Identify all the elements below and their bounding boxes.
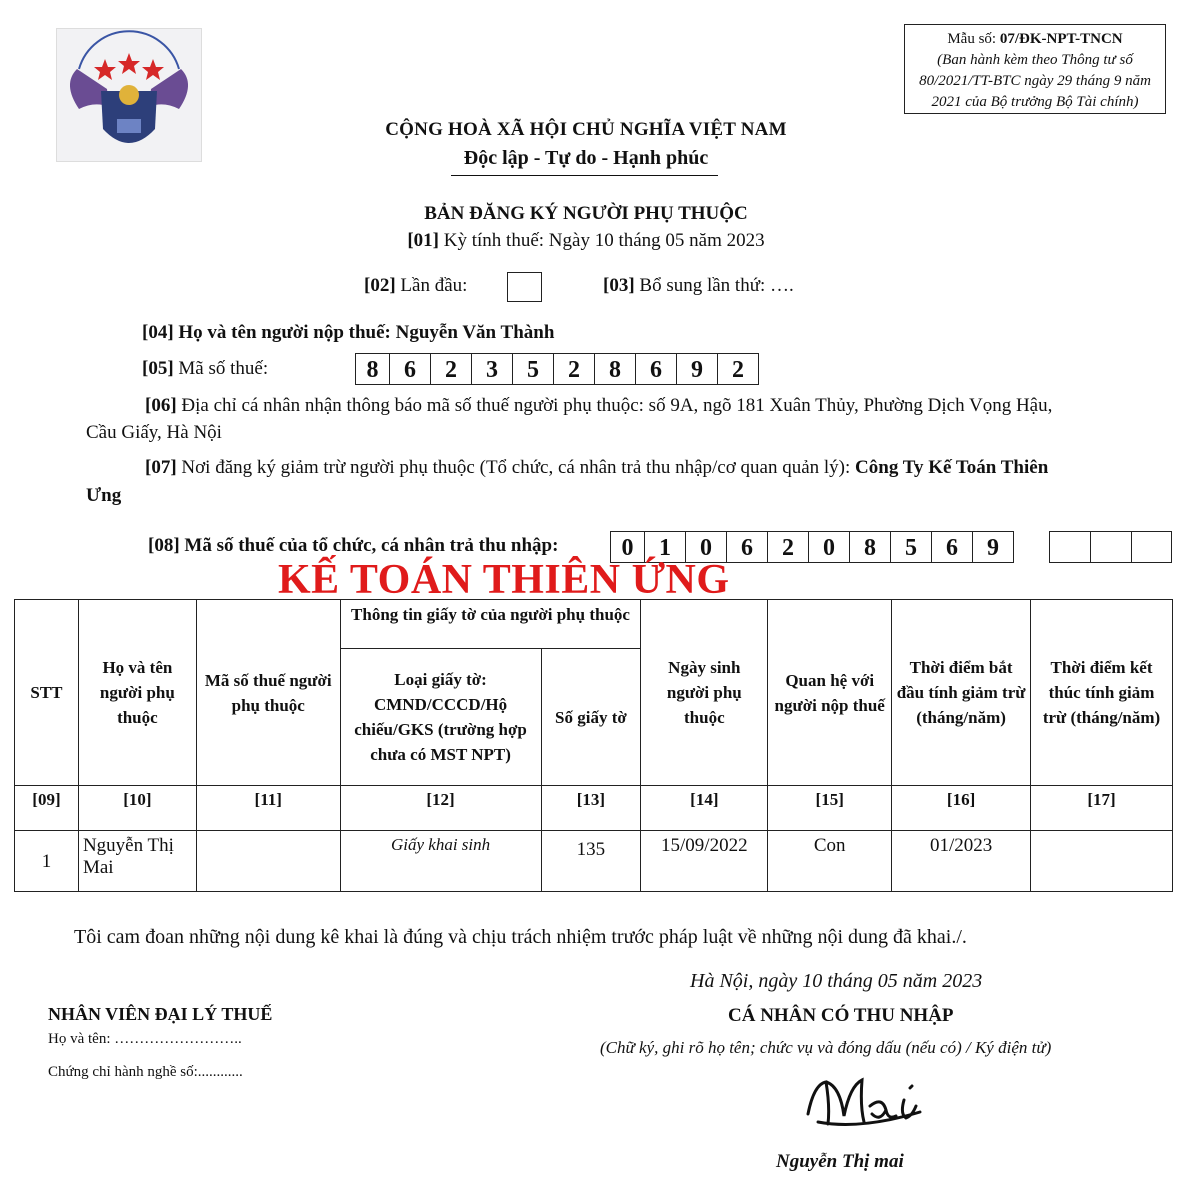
form-code-label: Mẫu số:	[947, 31, 1000, 47]
header-name: Họ và tên người phụ thuộc	[78, 600, 196, 786]
employer-digit: 8	[849, 531, 891, 563]
code-cell: [17]	[1031, 786, 1173, 831]
tax-code-code: [05]	[142, 358, 174, 379]
code-cell: [10]	[78, 786, 196, 831]
agent-title: NHÂN VIÊN ĐẠI LÝ THUẾ	[48, 1004, 273, 1024]
address-text: Địa chỉ cá nhân nhận thông báo mã số thuế người phụ thuộc: số 9A, ngõ 181 Xuân Thủy, Phường Dịch Vọng Hậu,	[176, 395, 1053, 416]
address-line	[145, 395, 1052, 417]
form-issue-note: (Ban hành kèm theo Thông tư số 80/2021/TT-BTC ngày 29 tháng 9 năm 2021 của Bộ trưởng Bộ Tài chính)	[919, 52, 1151, 110]
employer-digit: 9	[972, 531, 1014, 563]
tax-period	[0, 230, 1172, 252]
tax-digit: 2	[717, 353, 759, 385]
row-doc-no: 135	[541, 831, 641, 892]
employer-digit: 2	[767, 531, 809, 563]
tax-digit: 6	[389, 353, 431, 385]
company-logo	[56, 28, 202, 162]
tax-digit: 5	[512, 353, 554, 385]
address-line-2: Cầu Giấy, Hà Nội	[86, 422, 222, 443]
employer-digit: 5	[890, 531, 932, 563]
tax-code-digits	[356, 353, 759, 385]
employer-digit: 6	[931, 531, 973, 563]
employer-digit: 0	[610, 531, 645, 563]
header-start: Thời điểm bắt đầu tính giảm trừ (tháng/năm)	[892, 600, 1031, 786]
period-code: [01]	[407, 230, 440, 251]
nation-heading: CỘNG HOÀ XÃ HỘI CHỦ NGHĨA VIỆT NAM	[385, 119, 787, 140]
row-stt: 1	[15, 831, 79, 892]
employer-digit: 0	[685, 531, 727, 563]
employer-extra-box	[1049, 531, 1091, 563]
row-end	[1031, 831, 1173, 892]
row-tax	[196, 831, 340, 892]
tax-digit: 2	[430, 353, 472, 385]
header-doc-group: Thông tin giấy tờ của người phụ thuộc	[340, 600, 641, 649]
first-time-code: [02]	[364, 275, 396, 296]
registration-line	[145, 457, 1048, 479]
period-text: Kỳ tính thuế: Ngày 10 tháng 05 năm 2023	[439, 230, 765, 251]
tax-digit: 6	[635, 353, 677, 385]
document-title: BẢN ĐĂNG KÝ NGƯỜI PHỤ THUỘC	[424, 203, 748, 224]
supplement-code: [03]	[603, 275, 635, 296]
code-cell: [12]	[340, 786, 541, 831]
address-code: [06]	[145, 395, 177, 416]
header-doc-no: Số giấy tờ	[541, 649, 641, 786]
first-time-label	[364, 275, 467, 297]
agent-cert-line: Chứng chỉ hành nghề số:............	[48, 1064, 243, 1080]
header-end: Thời điểm kết thúc tính giảm trừ (tháng/năm)	[1031, 600, 1173, 786]
supplement-text: Bổ sung lần thứ: ….	[634, 275, 794, 296]
registration-org-2: Ưng	[86, 485, 122, 506]
table-row	[15, 831, 1173, 892]
header-doc-type: Loại giấy tờ: CMND/CCCD/Hộ chiếu/GKS (trường hợp chưa có MST NPT)	[340, 649, 541, 786]
row-start: 01/2023	[892, 831, 1031, 892]
handwritten-signature	[800, 1066, 940, 1136]
tax-digit: 2	[553, 353, 595, 385]
logo-emblem-icon	[57, 29, 201, 161]
supplement-label	[603, 275, 794, 297]
code-cell: [09]	[15, 786, 79, 831]
watermark-text: KẾ TOÁN THIÊN ỨNG	[278, 557, 730, 603]
employer-extra-box	[1090, 531, 1132, 563]
row-dob: 15/09/2022	[641, 831, 768, 892]
header-relation: Quan hệ với người nộp thuế	[768, 600, 892, 786]
code-cell: [11]	[196, 786, 340, 831]
first-time-checkbox[interactable]	[507, 272, 542, 302]
employer-digit: 6	[726, 531, 768, 563]
first-time-text: Lần đầu:	[395, 275, 468, 296]
row-name: Nguyễn Thị Mai	[78, 831, 196, 892]
signing-date: Hà Nội, ngày 10 tháng 05 năm 2023	[690, 970, 983, 992]
taxpayer-name: [04] Họ và tên người nộp thuế: Nguyễn Văn Thành	[142, 322, 555, 343]
header-dob: Ngày sinh người phụ thuộc	[641, 600, 768, 786]
tax-digit: 8	[594, 353, 636, 385]
dependents-table	[14, 599, 1173, 892]
employer-tax-label: [08] Mã số thuế của tổ chức, cá nhân trả thu nhập:	[148, 535, 559, 556]
motto-underline	[451, 175, 718, 176]
employer-tax-extra-boxes	[1050, 531, 1172, 563]
header-tax: Mã số thuế người phụ thuộc	[196, 600, 340, 786]
registration-org: Công Ty Kế Toán Thiên	[855, 457, 1049, 478]
header-stt: STT	[15, 600, 79, 786]
signature-note: (Chữ ký, ghi rõ họ tên; chức vụ và đóng dấu (nếu có) / Ký điện tử)	[600, 1038, 1052, 1057]
tax-digit: 3	[471, 353, 513, 385]
motto-heading: Độc lập - Tự do - Hạnh phúc	[463, 147, 709, 169]
code-cell: [16]	[892, 786, 1031, 831]
tax-code-label	[142, 358, 268, 380]
tax-digit: 9	[676, 353, 718, 385]
agent-name-line: Họ và tên: ……………………..	[48, 1031, 242, 1047]
tax-digit: 8	[355, 353, 390, 385]
row-relation: Con	[768, 831, 892, 892]
form-code: 07/ĐK-NPT-TNCN	[999, 31, 1123, 47]
employer-digit: 0	[808, 531, 850, 563]
form-number-box	[904, 24, 1166, 114]
employer-digit: 1	[644, 531, 686, 563]
code-cell: [14]	[641, 786, 768, 831]
code-cell: [15]	[768, 786, 892, 831]
tax-code-text: Mã số thuế:	[173, 358, 269, 379]
income-earner-title: CÁ NHÂN CÓ THU NHẬP	[728, 1005, 954, 1026]
signer-name: Nguyễn Thị mai	[776, 1151, 904, 1172]
row-doc-type: Giấy khai sinh	[340, 831, 541, 892]
registration-text: Nơi đăng ký giảm trừ người phụ thuộc (Tổ chức, cá nhân trả thu nhập/cơ quan quản lý):	[176, 457, 856, 478]
employer-extra-box	[1131, 531, 1172, 563]
table-code-row	[15, 786, 1173, 831]
registration-code: [07]	[145, 457, 177, 478]
code-cell: [13]	[541, 786, 641, 831]
pledge-text: Tôi cam đoan những nội dung kê khai là đúng và chịu trách nhiệm trước pháp luật về những nội dung đã khai./.	[74, 926, 967, 948]
